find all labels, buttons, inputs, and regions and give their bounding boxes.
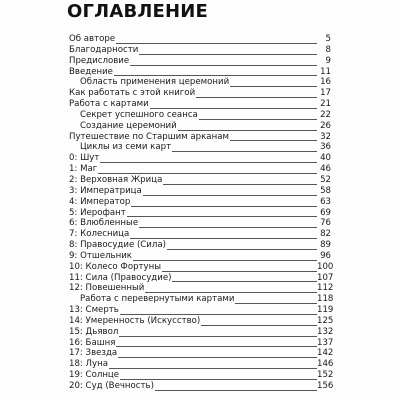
toc-entry-page-number: 132 xyxy=(317,326,334,337)
toc-entry-page-number: 142 xyxy=(317,348,334,359)
toc-entry-label: Путешествие по Старшим арканам xyxy=(69,131,229,142)
toc-entry-page-number: 152 xyxy=(317,370,334,381)
toc-entry-label: Об авторе xyxy=(69,34,116,44)
toc-entry-label: 12: Повешенный xyxy=(69,283,145,294)
toc-entry xyxy=(69,175,331,186)
toc-entry-page-number: 32 xyxy=(320,131,331,142)
toc-entry xyxy=(69,67,331,78)
toc-entry-page-number: 11 xyxy=(320,66,331,77)
toc-entry xyxy=(69,218,331,229)
toc-entry-page-number: 118 xyxy=(317,294,334,305)
toc-entry-label: 1: Маг xyxy=(69,164,98,175)
toc-entry xyxy=(69,381,334,392)
toc-entry-page-number: 46 xyxy=(320,164,331,175)
toc-entry-label: Как работать с этой книгой xyxy=(69,88,196,99)
toc-entry-label: 8: Правосудие (Сила) xyxy=(69,240,167,251)
toc-entry xyxy=(69,294,334,305)
toc-entry xyxy=(69,164,331,175)
toc-entry-label: 5: Иерофант xyxy=(69,207,126,218)
toc-entry xyxy=(69,305,334,316)
toc-entry xyxy=(69,197,331,208)
toc-entry xyxy=(69,34,331,45)
toc-entry-page-number: 58 xyxy=(320,185,331,196)
toc-entry-page-number: 107 xyxy=(317,272,334,283)
toc-entry-page-number: 96 xyxy=(320,250,331,261)
toc-entry xyxy=(69,110,331,121)
toc-entry xyxy=(69,45,331,56)
page-title: ОГЛАВЛЕНИЕ xyxy=(67,1,209,22)
toc-entry-page-number: 17 xyxy=(320,88,331,99)
toc-entry-page-number: 22 xyxy=(320,109,331,120)
toc-entry-page-number: 36 xyxy=(320,142,331,153)
toc-entry-label: 0: Шут xyxy=(69,153,100,164)
toc-entry-label: Введение xyxy=(69,66,113,77)
toc-entry-label: 3: Императрица xyxy=(69,185,142,196)
toc-entry-page-number: 69 xyxy=(320,207,331,218)
toc-entry-page-number: 8 xyxy=(325,44,331,55)
toc-entry-label: Секрет успешного сеанса xyxy=(69,110,199,121)
toc-entry xyxy=(69,77,331,88)
toc-entry-page-number: 156 xyxy=(317,381,334,391)
toc-entry-page-number: 137 xyxy=(317,337,334,348)
toc-entry xyxy=(69,370,334,381)
toc-entry-page-number: 16 xyxy=(320,77,331,88)
toc-entry-label: 4: Император xyxy=(69,196,131,207)
toc-entry-label: Работа с картами xyxy=(69,99,149,110)
toc-entry-page-number: 76 xyxy=(320,218,331,229)
toc-entry-page-number: 63 xyxy=(320,196,331,207)
toc-entry xyxy=(69,272,334,284)
toc-entry-page-number: 112 xyxy=(317,283,334,294)
toc-entry-label: Предисловие xyxy=(69,55,130,66)
toc-entry-page-number: 82 xyxy=(320,229,331,240)
toc-entry-label: 20: Суд (Вечность) xyxy=(69,381,154,391)
toc-entry-label: 10: Колесо Фортуны xyxy=(69,261,162,272)
toc-entry-page-number: 40 xyxy=(320,153,331,164)
toc-entry xyxy=(69,99,331,110)
toc-entry-label: 13: Смерть xyxy=(69,305,119,316)
toc-entry-label: Работа с перевернутыми картами xyxy=(69,294,235,305)
toc-entry-label: 2: Верховная Жрица xyxy=(69,174,163,185)
toc-entry-page-number: 146 xyxy=(317,359,334,370)
toc-entry xyxy=(69,142,331,153)
toc-entry xyxy=(69,229,331,240)
toc-leader-line xyxy=(69,173,317,174)
toc-entry-page-number: 119 xyxy=(317,305,334,316)
toc-entry xyxy=(69,121,331,132)
toc-entry-label: Область применения церемоний xyxy=(69,77,230,88)
toc-entry xyxy=(69,186,331,197)
toc-entry xyxy=(69,153,331,164)
toc-entry-label: 16: Башня xyxy=(69,337,116,348)
toc-entry-label: 11: Сила (Правосудие) xyxy=(69,272,172,283)
toc-entry-page-number: 125 xyxy=(317,315,334,326)
toc-entry-label: 14: Умеренность (Искусство) xyxy=(69,315,201,326)
toc-entry-page-number: 9 xyxy=(325,55,331,66)
toc-entry-page-number: 89 xyxy=(320,240,331,251)
toc-entry-label: Благодарности xyxy=(69,44,139,55)
toc-entry xyxy=(69,240,331,251)
toc-entry xyxy=(69,208,331,219)
toc-entry-label: 6: Влюбленные xyxy=(69,218,139,229)
toc-entry-label: Создание церемоний xyxy=(69,121,178,132)
toc-entry-label: 15: Дьявол xyxy=(69,326,119,337)
toc-entry-page-number: 21 xyxy=(320,99,331,110)
toc-entry xyxy=(69,348,334,359)
toc-entry-label: 9: Отшельник xyxy=(69,250,132,261)
toc-entry xyxy=(69,261,334,273)
table-of-contents xyxy=(69,34,334,392)
toc-entry xyxy=(69,132,331,143)
toc-entry xyxy=(69,88,331,99)
toc-entry-label: 17: Звезда xyxy=(69,348,118,359)
toc-entry xyxy=(69,337,334,349)
toc-entry xyxy=(69,315,334,327)
toc-entry-label: 18: Луна xyxy=(69,359,108,370)
toc-entry-page-number: 52 xyxy=(320,174,331,185)
toc-entry xyxy=(69,326,334,338)
toc-entry-page-number: 100 xyxy=(317,261,334,272)
toc-entry-page-number: 26 xyxy=(320,120,331,131)
toc-leader-line xyxy=(69,162,317,163)
toc-entry-label: 7: Колесница xyxy=(69,229,130,240)
toc-entry xyxy=(69,56,331,67)
toc-entry xyxy=(69,359,334,370)
toc-entry xyxy=(69,283,334,294)
toc-entry xyxy=(69,251,331,262)
toc-entry-page-number: 5 xyxy=(325,34,331,44)
toc-entry-label: 19: Солнце xyxy=(69,370,120,381)
toc-entry-label: Циклы из семи карт xyxy=(69,142,172,153)
